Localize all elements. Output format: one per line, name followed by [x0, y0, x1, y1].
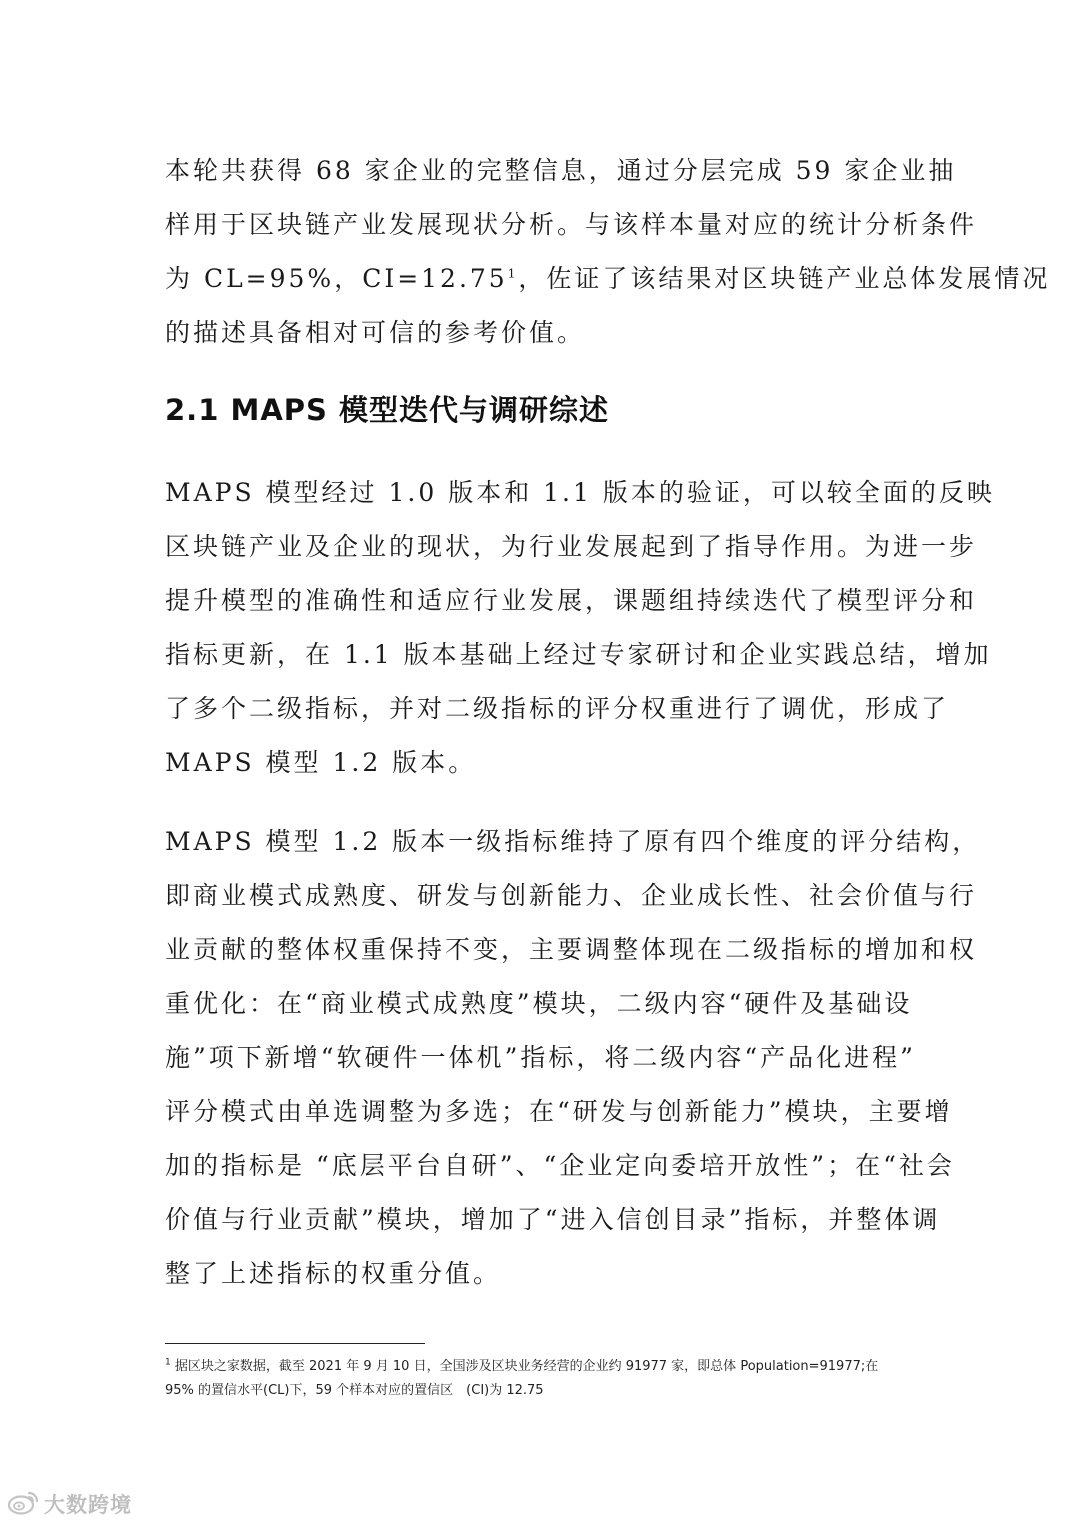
paragraph-maps-iteration [165, 466, 995, 790]
footnote-mark: 1 [165, 1357, 171, 1368]
text-line: 价值与行业贡献”模块，增加了“进入信创目录”指标，并整体调 [165, 1205, 941, 1234]
text-line: 评分模式由单选调整为多选；在“研发与创新能力”模块，主要增 [165, 1097, 953, 1126]
text-line: MAPS 模型经过 1.0 版本和 1.1 版本的验证，可以较全面的反映 [165, 478, 995, 507]
text-line: 了多个二级指标，并对二级指标的评分权重进行了调优，形成了 [165, 694, 950, 723]
text-line: 施”项下新增“软硬件一体机”指标，将二级内容“产品化进程” [165, 1043, 916, 1072]
footnote [165, 1355, 925, 1403]
text-fragment: ，佐证了该结果对区块链产业总体发展情况 [518, 264, 1051, 293]
text-fragment: 为 CL=95%，CI=12.75 [165, 264, 508, 293]
text-line: 样用于区块链产业发展现状分析。与该样本量对应的统计分析条件 [165, 210, 978, 239]
text-line: MAPS 模型 1.2 版本。 [165, 748, 477, 777]
text-line: 加的指标是 “底层平台自研”、“企业定向委培开放性”；在“社会 [165, 1151, 955, 1180]
weibo-logo-icon [6, 1488, 40, 1520]
watermark-text: 大数跨境 [44, 1493, 132, 1517]
footnote-text: 据区块之家数据，截至 2021 年 9 月 10 日，全国涉及区块业务经营的企业约 91977 家，即总体 Population=91977;在 [174, 1359, 879, 1374]
paragraph-sample-info [165, 144, 1051, 360]
text-line: 指标更新，在 1.1 版本基础上经过专家研讨和企业实践总结，增加 [165, 640, 992, 669]
paragraph-maps-v12-details [165, 815, 981, 1301]
text-line: 重优化：在“商业模式成熟度”模块，二级内容“硬件及基础设 [165, 989, 913, 1018]
footnote-divider [165, 1343, 425, 1344]
text-line: 提升模型的准确性和适应行业发展，课题组持续迭代了模型评分和 [165, 586, 978, 615]
text-line: 业贡献的整体权重保持不变，主要调整体现在二级指标的增加和权 [165, 935, 978, 964]
text-line-with-footnote-ref [165, 252, 1051, 306]
text-line: 即商业模式成熟度、研发与创新能力、企业成长性、社会价值与行 [165, 881, 978, 910]
section-heading: 2.1 MAPS 模型迭代与调研综述 [165, 393, 610, 427]
footnote-reference[interactable]: 1 [507, 266, 519, 281]
text-line: 本轮共获得 68 家企业的完整信息，通过分层完成 59 家企业抽 [165, 156, 957, 185]
footnote-line [165, 1355, 925, 1379]
text-line: MAPS 模型 1.2 版本一级指标维持了原有四个维度的评分结构， [165, 827, 981, 856]
text-line: 的描述具备相对可信的参考价值。 [165, 318, 586, 347]
footnote-line: 95% 的置信水平(CL)下，59 个样本对应的置信区 (CI)为 12.75 [165, 1383, 544, 1398]
text-line: 区块链产业及企业的现状，为行业发展起到了指导作用。为进一步 [165, 532, 978, 561]
watermark [6, 1488, 132, 1520]
text-line: 整了上述指标的权重分值。 [165, 1259, 502, 1288]
